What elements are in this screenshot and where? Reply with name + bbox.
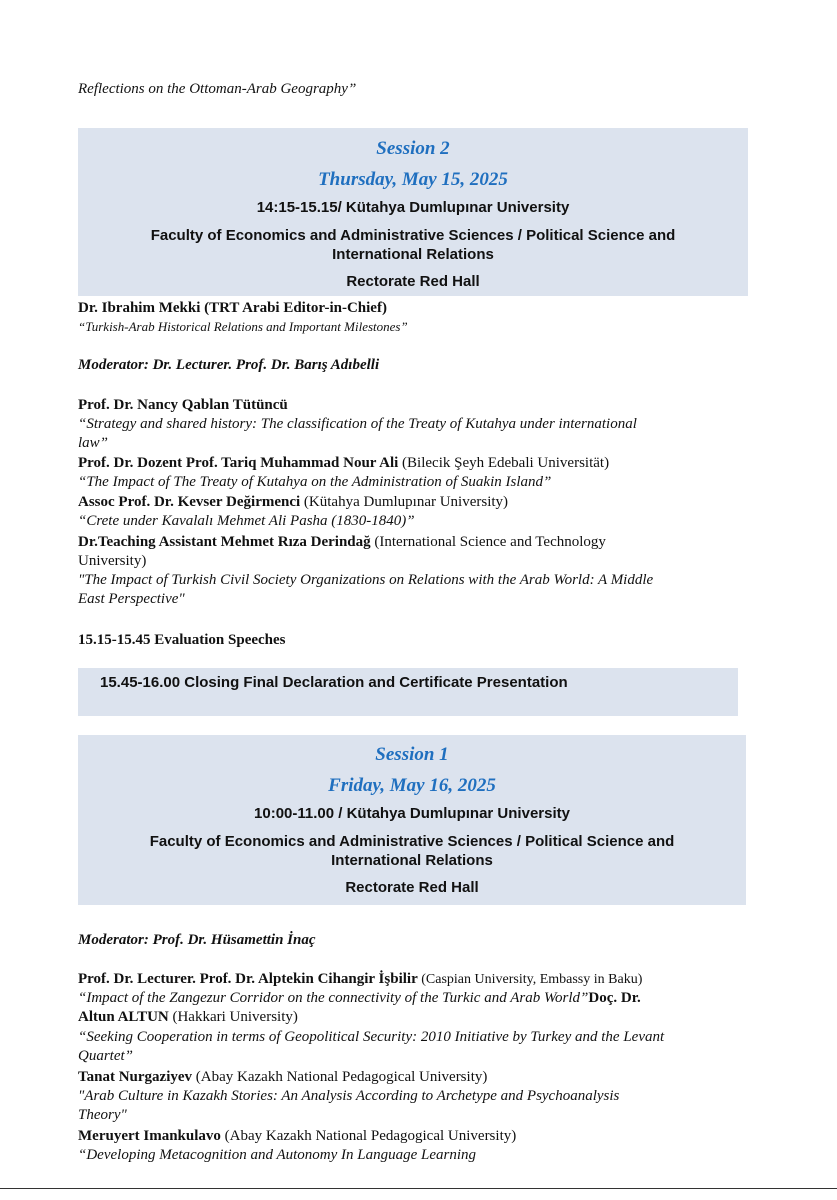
- talk-title: "Arab Culture in Kazakh Stories: An Analysis According to Archetype and Psychoanalysis: [78, 1088, 620, 1104]
- speaker-affiliation: (Abay Kazakh National Pedagogical University): [192, 1069, 488, 1085]
- talk-title: Theory": [78, 1107, 127, 1123]
- session-hall: Rectorate Red Hall: [345, 879, 479, 896]
- talk-title: law”: [78, 435, 109, 451]
- session-date: Thursday, May 15, 2025: [318, 169, 508, 190]
- speaker-name: Meruyert Imankulavo: [78, 1128, 221, 1144]
- page-bottom-divider: [0, 1188, 837, 1189]
- session-time-place: 14:15-15.15/ Kütahya Dumlupınar University: [256, 199, 570, 216]
- speaker-name: Prof. Dr. Lecturer. Prof. Dr. Alptekin Cihangir İşbilir: [78, 971, 418, 987]
- talk-title: "The Impact of Turkish Civil Society Organizations on Relations with the Arab World: A Middle: [78, 572, 654, 588]
- speaker-entry: [78, 533, 606, 552]
- speaker-name: Dr.Teaching Assistant Mehmet Rıza Derindağ: [78, 534, 371, 550]
- evaluation-speeches: 15.15-15.45 Evaluation Speeches: [78, 632, 286, 648]
- talk-title: “Crete under Kavalalı Mehmet Ali Pasha (1830-1840)”: [78, 513, 415, 529]
- speaker-entry: [78, 970, 642, 989]
- speaker-entry: [78, 1008, 298, 1027]
- talk-title: East Perspective": [78, 591, 185, 607]
- talk-title: Quartet”: [78, 1048, 134, 1064]
- speaker-name: Assoc Prof. Dr. Kevser Değirmenci: [78, 494, 301, 510]
- session-number: Session 1: [375, 744, 449, 765]
- session-date: Friday, May 16, 2025: [328, 775, 496, 796]
- session-header-box: [78, 128, 748, 296]
- closing-box: [78, 668, 738, 716]
- talk-title-entry: [78, 989, 641, 1008]
- speaker-affiliation: (International Science and Technology: [370, 534, 606, 550]
- speaker-entry: [78, 454, 609, 473]
- talk-title: “Developing Metacognition and Autonomy In Language Learning: [78, 1147, 477, 1163]
- speaker-affiliation: (Hakkari University): [168, 1009, 298, 1025]
- speaker-affiliation: University): [78, 553, 147, 569]
- speaker-entry: [78, 1127, 516, 1146]
- speaker-affiliation: (Abay Kazakh National Pedagogical University): [220, 1128, 517, 1144]
- speaker-affiliation: (Caspian University, Embassy in Baku): [417, 972, 643, 987]
- keynote-title: “Turkish-Arab Historical Relations and Important Milestones”: [78, 319, 408, 334]
- speaker-entry: [78, 493, 508, 512]
- session-faculty-line1: Faculty of Economics and Administrative Sciences / Political Science and: [149, 833, 675, 850]
- session-header-box: [78, 735, 746, 905]
- previous-talk-title-tail: Reflections on the Ottoman-Arab Geography”: [78, 81, 357, 97]
- session-faculty-line2: International Relations: [331, 852, 493, 869]
- moderator: Moderator: Dr. Lecturer. Prof. Dr. Barış Adıbelli: [78, 357, 380, 373]
- session-number: Session 2: [376, 138, 450, 159]
- session-hall: Rectorate Red Hall: [346, 273, 480, 290]
- keynote-speaker: Dr. Ibrahim Mekki (TRT Arabi Editor-in-Chief): [78, 300, 387, 316]
- session-faculty-line1: Faculty of Economics and Administrative Sciences / Political Science and: [150, 227, 676, 244]
- speaker-name: Doç. Dr.: [588, 990, 641, 1006]
- speaker-name: Prof. Dr. Nancy Qablan Tütüncü: [78, 397, 288, 413]
- session-time-place: 10:00-11.00 / Kütahya Dumlupınar University: [254, 805, 570, 822]
- speaker-entry: [78, 1068, 487, 1087]
- talk-title: “Strategy and shared history: The classification of the Treaty of Kutahya under international: [78, 416, 637, 432]
- talk-title: “Seeking Cooperation in terms of Geopolitical Security: 2010 Initiative by Turkey and the Levant: [78, 1029, 665, 1045]
- speaker-name: Altun ALTUN: [78, 1009, 169, 1025]
- talk-title: “Impact of the Zangezur Corridor on the connectivity of the Turkic and Arab World”: [78, 990, 589, 1006]
- speaker-name: Tanat Nurgaziyev: [78, 1069, 193, 1085]
- talk-title: “The Impact of The Treaty of Kutahya on the Administration of Suakin Island”: [78, 474, 552, 490]
- closing-declaration: 15.45-16.00 Closing Final Declaration and Certificate Presentation: [100, 674, 568, 691]
- speaker-affiliation: (Bilecik Şeyh Edebali Universität): [398, 455, 610, 471]
- session-faculty-line2: International Relations: [332, 246, 494, 263]
- speaker-affiliation: (Kütahya Dumlupınar University): [300, 494, 509, 510]
- speaker-name: Prof. Dr. Dozent Prof. Tariq Muhammad Nour Ali: [78, 455, 399, 471]
- moderator: Moderator: Prof. Dr. Hüsamettin İnaç: [78, 932, 316, 948]
